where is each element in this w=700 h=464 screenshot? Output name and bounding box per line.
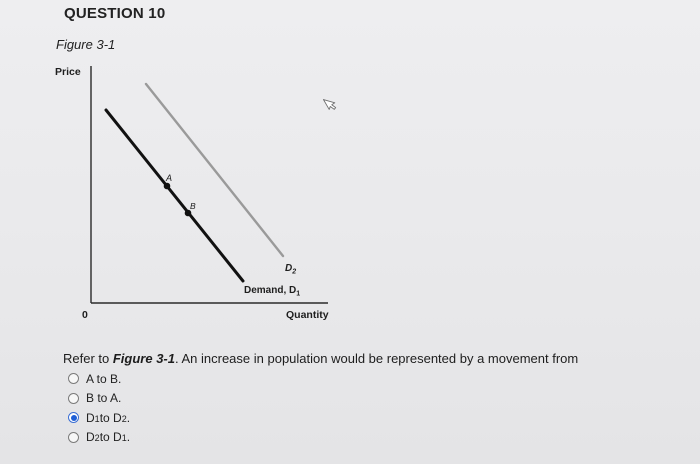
x-axis-label: Quantity bbox=[286, 309, 329, 321]
option-label: A to B . bbox=[86, 371, 122, 386]
option-d1-to-d2[interactable] bbox=[68, 408, 130, 428]
option-a-to-b[interactable] bbox=[68, 369, 130, 389]
y-axis-label: Price bbox=[55, 66, 81, 78]
option-label: D 2 to D 1 . bbox=[86, 430, 131, 445]
figure-title: Figure 3-1 bbox=[56, 37, 116, 52]
point-a-marker bbox=[164, 183, 171, 190]
point-a-label: A bbox=[166, 173, 173, 183]
d1-curve-label: Demand, $D_1$ bbox=[244, 285, 301, 298]
question-header: QUESTION 10 bbox=[64, 5, 166, 22]
d2-curve-label: $D_2$ bbox=[285, 263, 297, 276]
pointer-cursor-icon bbox=[323, 95, 337, 111]
radio-button-selected[interactable] bbox=[68, 412, 79, 423]
option-label: D 1 to D 2 . bbox=[86, 410, 131, 425]
option-label: B to A . bbox=[86, 391, 122, 406]
origin-label: 0 bbox=[82, 309, 88, 321]
figure-reference: Figure 3-1 bbox=[112, 351, 175, 366]
point-b-label: B bbox=[190, 201, 196, 211]
question-prompt: Refer to Figure 3-1. An increase in population would be represented by a movement from bbox=[63, 351, 579, 366]
answer-options bbox=[68, 369, 130, 447]
demand-curve-d2 bbox=[146, 84, 283, 256]
demand-curve-d1 bbox=[106, 110, 243, 281]
radio-button[interactable] bbox=[68, 393, 79, 404]
option-b-to-a[interactable] bbox=[68, 389, 130, 409]
radio-button[interactable] bbox=[68, 432, 79, 443]
radio-button[interactable] bbox=[68, 373, 79, 384]
option-d2-to-d1[interactable] bbox=[68, 428, 130, 448]
